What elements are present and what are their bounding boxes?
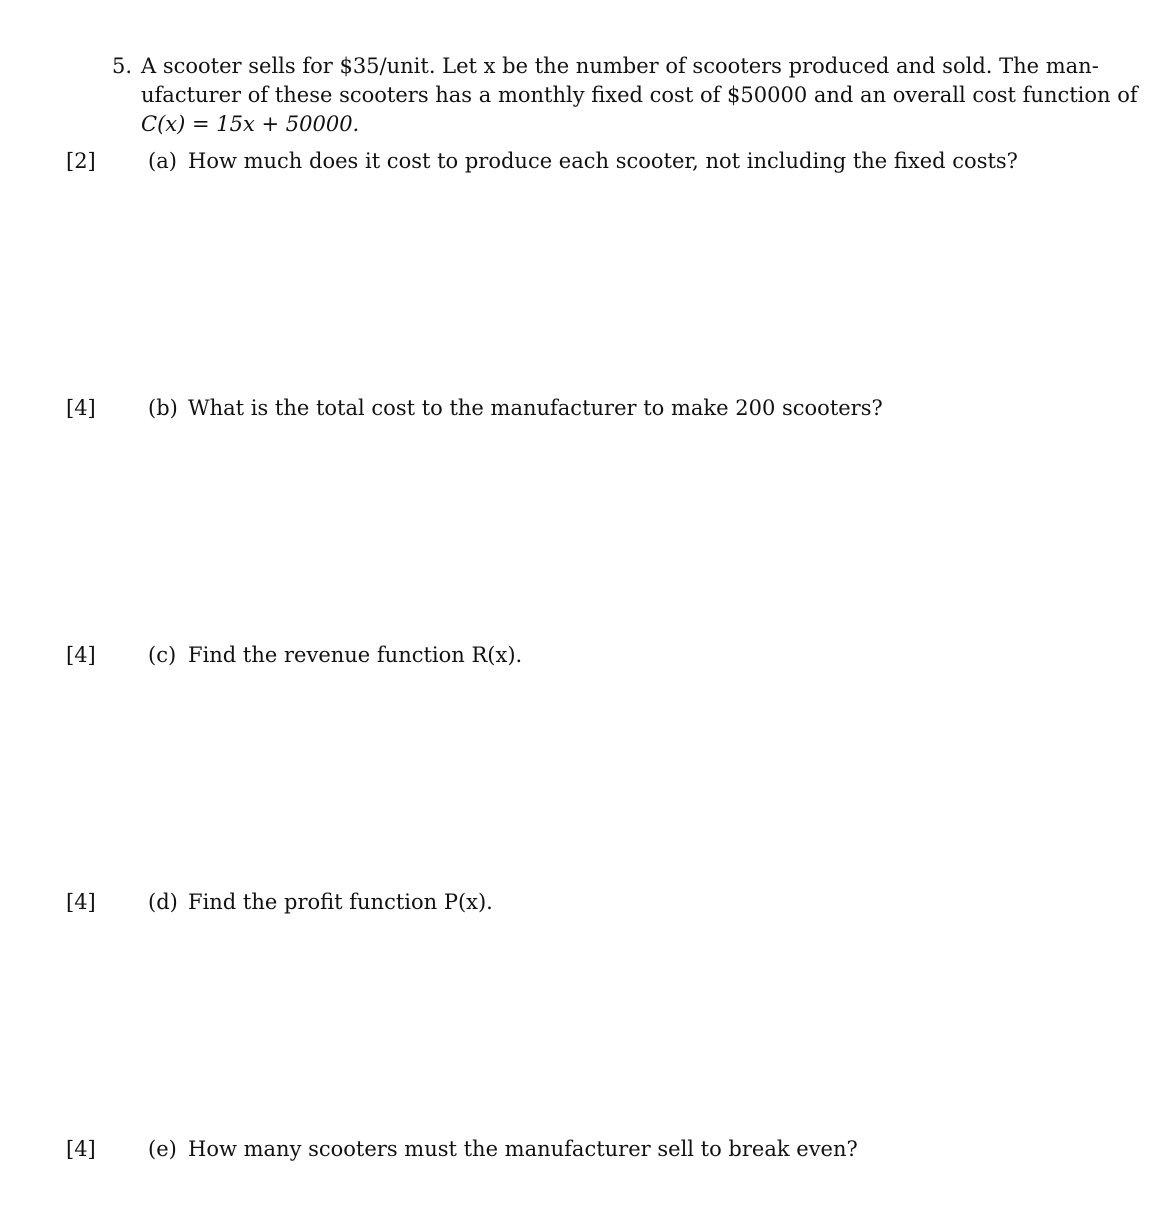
part-label: (c): [148, 643, 177, 667]
marks-part-b: [4]: [66, 396, 96, 420]
question-part-e: [148, 1135, 858, 1164]
question-text: How many scooters must the manufacturer sell to break even?: [188, 1137, 858, 1161]
part-label: (d): [148, 890, 178, 914]
problem-text-line-1: A scooter sells for $35/unit. Let x be the number of scooters produced and sold. The man-: [141, 54, 1099, 78]
problem-statement: [112, 52, 1138, 139]
part-label: (e): [148, 1137, 177, 1161]
question-part-a: [148, 147, 1018, 176]
question-part-b: [148, 394, 883, 423]
question-text: Find the profit function P(x).: [188, 890, 493, 914]
problem-line-1: [112, 52, 1099, 81]
marks-part-d: [4]: [66, 890, 96, 914]
marks-part-c: [4]: [66, 643, 96, 667]
question-part-c: [148, 641, 522, 670]
marks-part-a: [2]: [66, 149, 96, 173]
part-label: (a): [148, 149, 177, 173]
problem-text-line-2: ufacturer of these scooters has a monthly fixed cost of $50000 and an overall cost function of: [141, 83, 1138, 107]
question-part-d: [148, 888, 493, 917]
cost-function: C(x) = 15x + 50000.: [141, 112, 360, 136]
marks-part-e: [4]: [66, 1137, 96, 1161]
question-text: How much does it cost to produce each scooter, not including the fixed costs?: [188, 149, 1018, 173]
question-text: What is the total cost to the manufacturer to make 200 scooters?: [188, 396, 883, 420]
question-text: Find the revenue function R(x).: [188, 643, 523, 667]
part-label: (b): [148, 396, 178, 420]
problem-number: 5.: [112, 54, 133, 78]
